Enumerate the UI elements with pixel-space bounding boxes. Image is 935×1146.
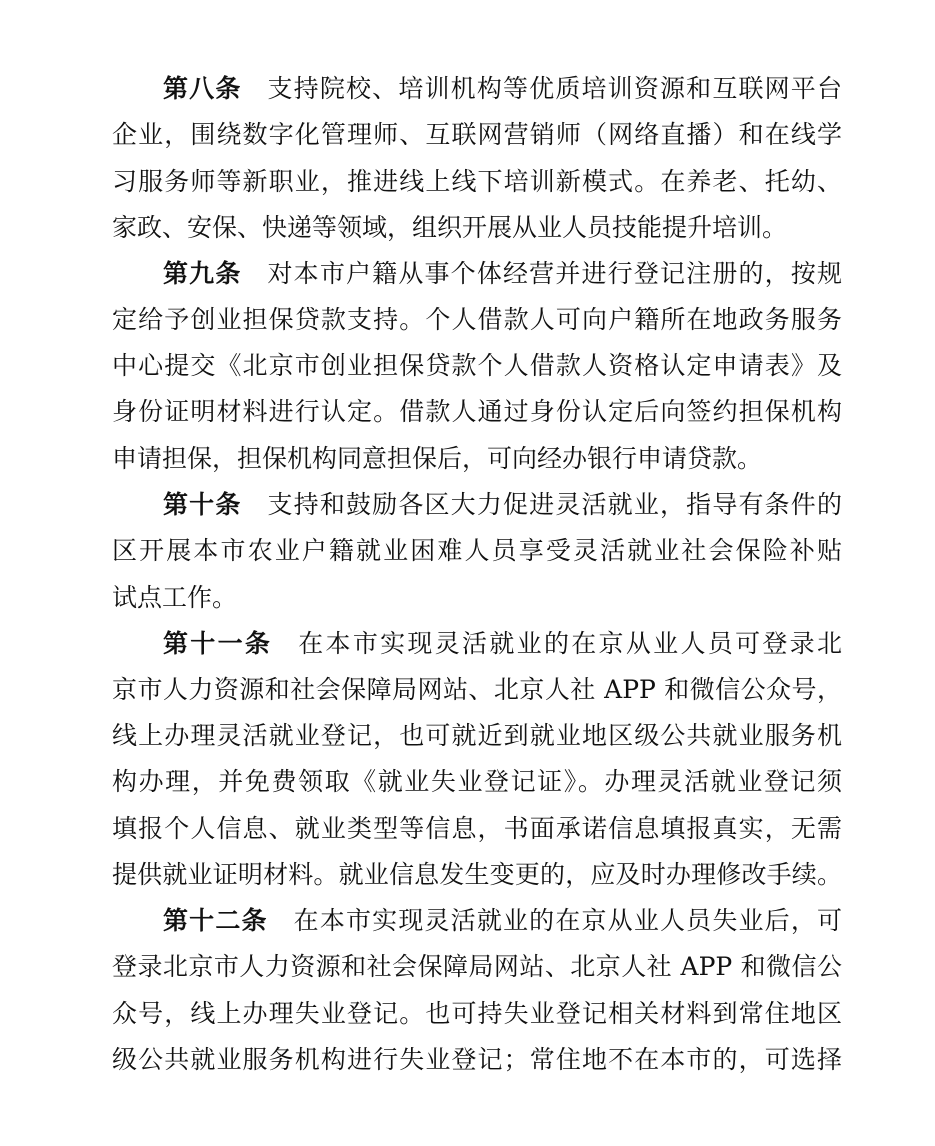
article-8-heading: 第八条 <box>163 74 242 103</box>
article-10-heading: 第十条 <box>163 490 242 519</box>
article-10-text: 支持和鼓励各区大力促进灵活就业，指导有条件的 <box>267 490 842 519</box>
article-11-line-3: 线上办理灵活就业登记，也可就近到就业地区级公共就业服务机 <box>112 721 842 750</box>
article-11-line-2: 京市人力资源和社会保障局网站、北京人社 APP 和微信公众号， <box>112 675 842 704</box>
article-11-line-4: 构办理，并免费领取《就业失业登记证》。办理灵活就业登记须 <box>112 767 842 796</box>
article-9-line-1 <box>163 256 842 292</box>
article-8-line-1 <box>163 71 842 107</box>
article-12-line-3: 众号，线上办理失业登记。也可持失业登记相关材料到常住地区 <box>112 999 842 1028</box>
article-12-heading: 第十二条 <box>163 906 268 935</box>
article-11-heading: 第十一条 <box>163 629 273 658</box>
article-8-line-2: 企业，围绕数字化管理师、互联网营销师（网络直播）和在线学 <box>112 120 842 149</box>
article-10-line-2: 区开展本市农业户籍就业困难人员享受灵活就业社会保险补贴 <box>112 536 842 565</box>
article-9-line-2: 定给予创业担保贷款支持。个人借款人可向户籍所在地政务服务 <box>112 305 842 334</box>
article-8-text: 支持院校、培训机构等优质培训资源和互联网平台 <box>267 74 842 103</box>
article-12-line-2: 登录北京市人力资源和社会保障局网站、北京人社 APP 和微信公 <box>112 952 842 981</box>
article-10-line-3: 试点工作。 <box>112 583 238 612</box>
article-9-heading: 第九条 <box>163 259 242 288</box>
article-12-text: 在本市实现灵活就业的在京从业人员失业后，可 <box>293 906 842 935</box>
article-11-text: 在本市实现灵活就业的在京从业人员可登录北 <box>298 629 842 658</box>
article-8-line-3: 习服务师等新职业，推进线上线下培训新模式。在养老、托幼、 <box>112 167 842 196</box>
article-11-line-1 <box>163 626 842 662</box>
article-12-line-4: 级公共就业服务机构进行失业登记；常住地不在本市的，可选择 <box>112 1045 842 1074</box>
article-12-line-1 <box>163 903 842 939</box>
article-10-line-1 <box>163 487 842 523</box>
article-11-line-6: 提供就业证明材料。就业信息发生变更的，应及时办理修改手续。 <box>112 860 842 889</box>
article-9-line-5: 申请担保，担保机构同意担保后，可向经办银行申请贷款。 <box>112 444 763 473</box>
article-9-text: 对本市户籍从事个体经营并进行登记注册的，按规 <box>267 259 842 288</box>
article-11-line-5: 填报个人信息、就业类型等信息，书面承诺信息填报真实，无需 <box>112 814 842 843</box>
article-9-line-3: 中心提交《北京市创业担保贷款个人借款人资格认定申请表》及 <box>112 351 842 380</box>
article-8-line-4: 家政、安保、快递等领域，组织开展从业人员技能提升培训。 <box>112 213 788 242</box>
article-9-line-4: 身份证明材料进行认定。借款人通过身份认定后向签约担保机构 <box>112 397 842 426</box>
